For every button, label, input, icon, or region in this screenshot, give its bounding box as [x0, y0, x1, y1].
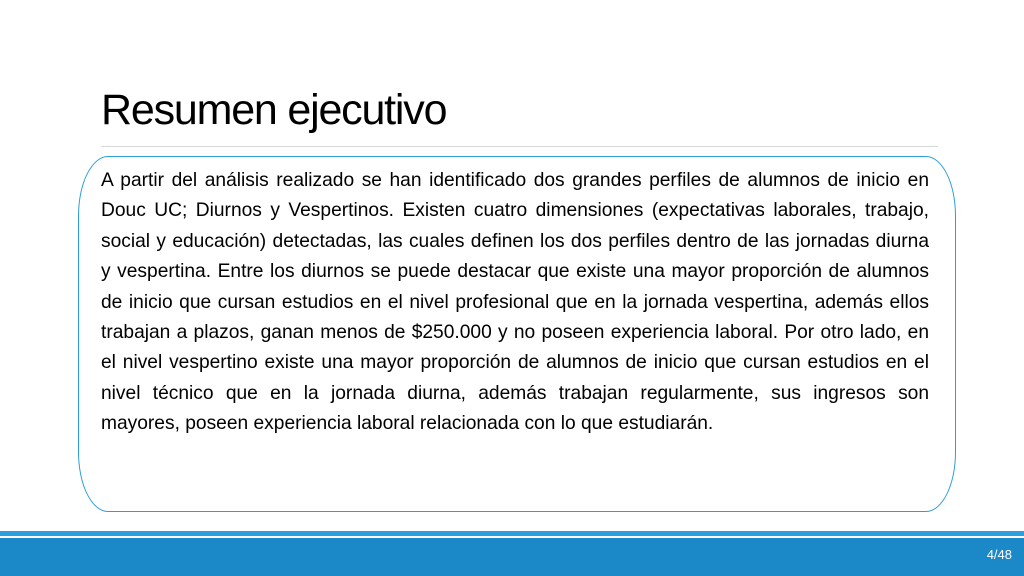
- slide-title: Resumen ejecutivo: [101, 86, 447, 134]
- footer-bar: [0, 538, 1024, 576]
- title-divider: [101, 146, 938, 147]
- page-number: 4/48: [986, 547, 1012, 562]
- summary-paragraph: A partir del análisis realizado se han identificado dos grandes perfiles de alumnos de inicio en Douc UC; Diurnos y Vespertinos. Existen cuatro dimensiones (expectativas laborales, trabajo, social y educación) detectadas, las cuales definen los dos perfiles dentro de las jornadas diurna y vespertina. Entre los diurnos se puede destacar que existe una mayor proporción de alumnos de inicio que cursan estudios en el nivel profesional que en la jornada vespertina, además ellos trabajan a plazos, ganan menos de $250.000 y no poseen experiencia laboral. Por otro lado, en el nivel vespertino existe una mayor proporción de alumnos de inicio que cursan estudios en el nivel técnico que en la jornada diurna, además trabajan regularmente, sus ingresos son mayores, poseen experiencia laboral relacionada con lo que estudiarán.: [101, 170, 929, 435]
- footer-accent-line: [0, 531, 1024, 536]
